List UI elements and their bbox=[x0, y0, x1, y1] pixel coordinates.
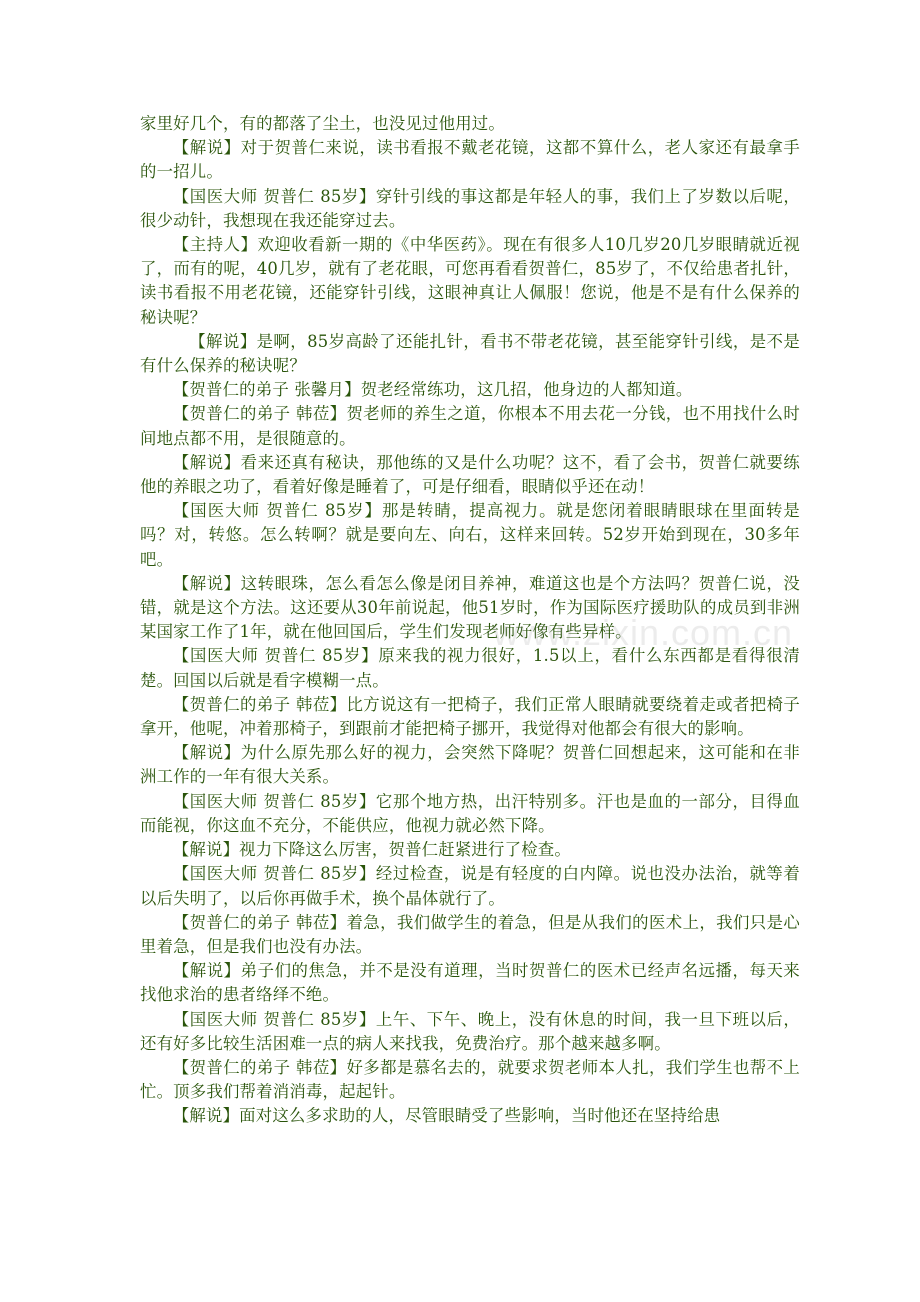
paragraph: 家里好几个，有的都落了尘土，也没见过他用过。 bbox=[140, 114, 505, 133]
document-body bbox=[140, 112, 800, 1129]
paragraph: 【国医大师 贺普仁 85岁】上午、下午、晚上，没有休息的时间，我一旦下班以后，还有好多比较生活困难一点的病人来找我，免费治疗。那个越来越多啊。 bbox=[140, 1009, 800, 1053]
paragraph: 【国医大师 贺普仁 85岁】经过检查，说是有轻度的白内障。说也没办法治，就等着以后失明了，以后你再做手术，换个晶体就行了。 bbox=[140, 864, 800, 908]
paragraph: 【解说】为什么原先那么好的视力，会突然下降呢？贺普仁回想起来，这可能和在非洲工作的一年有很大关系。 bbox=[140, 743, 800, 787]
paragraph: 【主持人】欢迎收看新一期的《中华医药》。现在有很多人10几岁20几岁眼睛就近视了，而有的呢，40几岁，就有了老花眼，可您再看看贺普仁，85岁了，不仅给患者扎针，读书看报不用老花镜，还能穿针引线，这眼神真让人佩服！您说，他是不是有什么保养的秘诀呢？ bbox=[140, 235, 800, 327]
paragraph: 【贺普仁的弟子 韩莅】比方说这有一把椅子，我们正常人眼睛就要绕着走或者把椅子拿开，他呢，冲着那椅子，到跟前才能把椅子挪开，我觉得对他都会有很大的影响。 bbox=[140, 694, 800, 739]
watermark: www.zixin.com.cn bbox=[493, 612, 794, 653]
paragraph: 【解说】视力下降这么厉害，贺普仁赶紧进行了检查。 bbox=[172, 840, 571, 860]
paragraph: 【国医大师 贺普仁 85岁】那是转睛，提高视力。就是您闭着眼睛眼球在里面转是吗？对，转悠。怎么转啊？就是要向左、向右，这样来回转。52岁开始到现在，30多年吧。 bbox=[140, 501, 800, 569]
paragraph: 【解说】看来还真有秘诀，那他练的又是什么功呢？这不，看了会书，贺普仁就要练他的养眼之功了，看着好像是睡着了，可是仔细看，眼睛似乎还在动！ bbox=[140, 452, 800, 497]
paragraph: 【贺普仁的弟子 韩莅】贺老师的养生之道，你根本不用去花一分钱，也不用找什么时间地点都不用，是很随意的。 bbox=[140, 404, 800, 448]
paragraph: 【贺普仁的弟子 张馨月】贺老经常练功，这几招，他身边的人都知道。 bbox=[172, 380, 693, 400]
paragraph: 【解说】面对这么多求助的人，尽管眼睛受了些影响，当时他还在坚持给患 bbox=[172, 1106, 721, 1126]
paragraph: 【国医大师 贺普仁 85岁】原来我的视力很好，1.5以上，看什么东西都是看得很清楚。回国以后就是看字模糊一点。 bbox=[140, 646, 800, 690]
paragraph: 【解说】是啊，85岁高龄了还能扎针，看书不带老花镜，甚至能穿针引线，是不是有什么保养的秘诀呢？ bbox=[140, 331, 800, 376]
paragraph: 【国医大师 贺普仁 85岁】穿针引线的事这都是年轻人的事，我们上了岁数以后呢，很少动针，我想现在我还能穿过去。 bbox=[140, 186, 800, 230]
paragraph: 【解说】这转眼珠，怎么看怎么像是闭目养神，难道这也是个方法吗？贺普仁说，没错，就是这个方法。这还要从30年前说起，他51岁时，作为国际医疗援助队的成员到非洲某国家工作了1年，就在他回国后，学生们发现老师好像有些异样。 bbox=[140, 573, 800, 642]
paragraph: 【贺普仁的弟子 韩莅】好多都是慕名去的，就要求贺老师本人扎，我们学生也帮不上忙。顶多我们帮着消消毒，起起针。 bbox=[140, 1057, 800, 1102]
paragraph: 【贺普仁的弟子 韩莅】着急，我们做学生的着急，但是从我们的医术上，我们只是心里着急，但是我们也没有办法。 bbox=[140, 912, 800, 956]
paragraph: 【解说】弟子们的焦急，并不是没有道理，当时贺普仁的医术已经声名远播，每天来找他求治的患者络绎不绝。 bbox=[140, 961, 800, 1005]
paragraph: 【国医大师 贺普仁 85岁】它那个地方热，出汗特别多。汗也是血的一部分，目得血而能视，你这血不充分，不能供应，他视力就必然下降。 bbox=[140, 791, 800, 835]
paragraph: 【解说】对于贺普仁来说，读书看报不戴老花镜，这都不算什么，老人家还有最拿手的一招儿。 bbox=[140, 138, 800, 182]
